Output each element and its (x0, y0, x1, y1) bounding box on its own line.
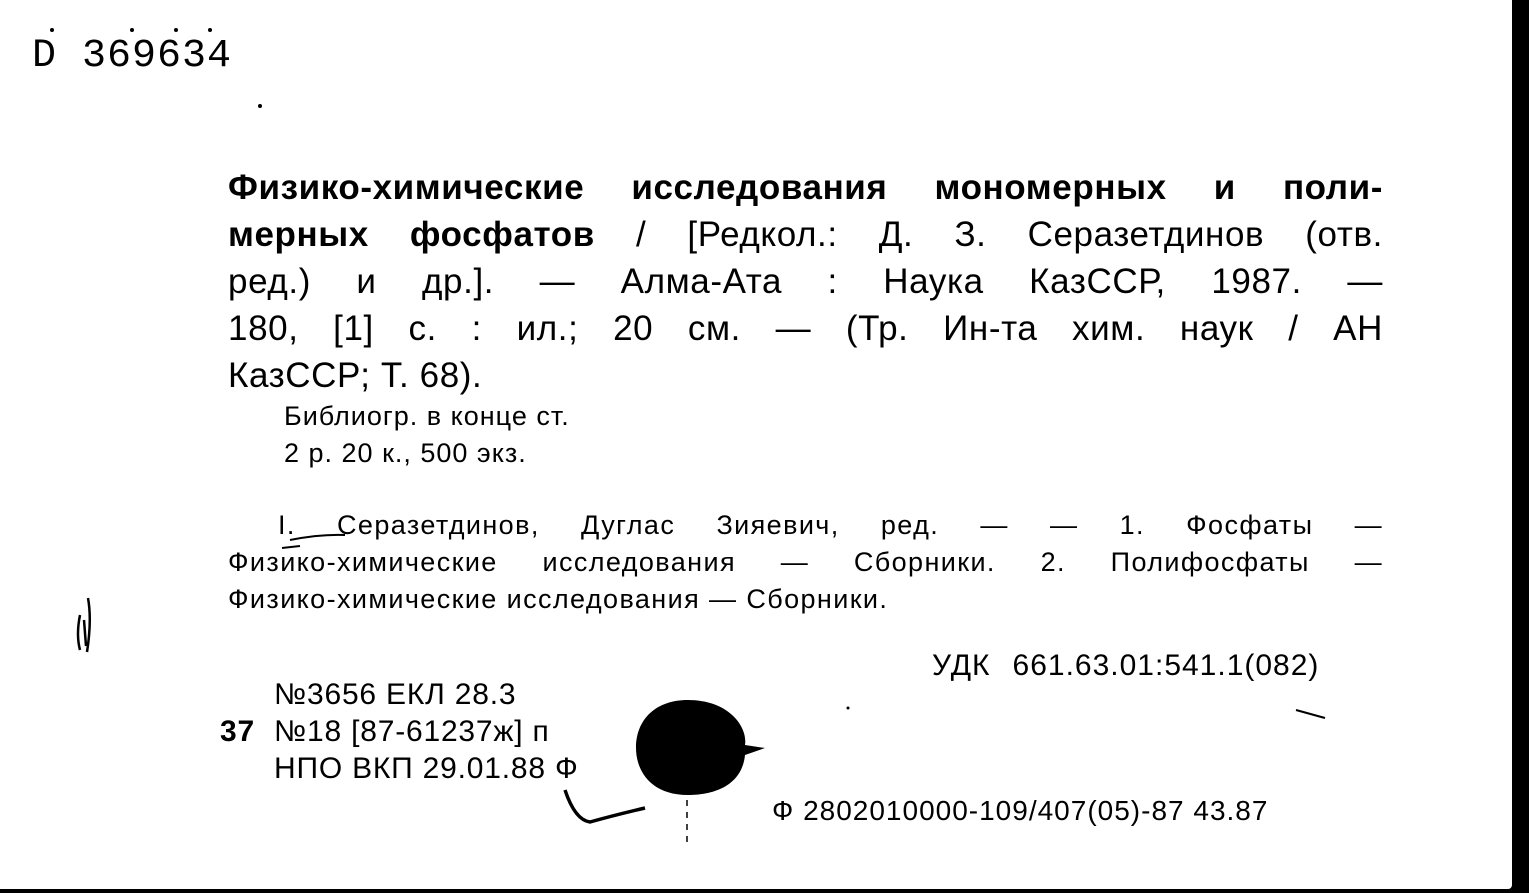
entry-text: ред.) и др.]. — Алма-Ата : Наука КазССР, 1987. — (228, 262, 1383, 301)
udk-classification (932, 649, 1319, 683)
accession-line-2: №18 [87-61237ж] п (274, 715, 550, 748)
tracing-line: Физико-химические исследования — Сборники. 2. Полифосфаты — (228, 547, 1383, 577)
entry-text: / [Редкол.: Д. З. Серазетдинов (отв. (594, 215, 1384, 254)
tracing-line: Физико-химические исследования — Сборники. (228, 584, 889, 614)
price-run-note: 2 р. 20 к., 500 экз. (284, 438, 527, 468)
udk-value: 661.63.01:541.1(082) (1012, 649, 1320, 682)
entry-title-part: мерных фосфатов (228, 215, 595, 254)
entry-line (228, 258, 1383, 305)
entry-title-part: Физико-химические исследования мономерных и поли- (228, 168, 1383, 207)
entry-line (228, 164, 1383, 211)
entry-line (228, 352, 1383, 399)
accession-line-3: НПО ВКП 29.01.88 Ф (274, 752, 579, 785)
tracings (228, 507, 1383, 618)
price-code: Ф 2802010000-109/407(05)-87 43.87 (772, 795, 1269, 826)
udk-label: УДК (932, 649, 991, 682)
call-number: D 369634 (32, 34, 233, 79)
notes (284, 398, 570, 472)
bibliography-note: Библиогр. в конце ст. (284, 401, 570, 431)
entry-line (228, 305, 1383, 352)
accession-prefix: 37 (220, 715, 255, 748)
tracing-line: I. Серазетдинов, Дуглас Зияевич, ред. — — 1. Фосфаты — (278, 510, 1383, 540)
entry-text: КазССР; Т. 68). (228, 356, 483, 395)
scan-edge-right (1512, 0, 1529, 893)
scan-edge-bottom (0, 889, 1529, 893)
entry-line (228, 211, 1383, 258)
bibliographic-entry (228, 164, 1383, 399)
entry-text: 180, [1] с. : ил.; 20 см. — (Тр. Ин-та хим. наук / АН (228, 309, 1383, 348)
accession-line-1: №3656 ЕКЛ 28.3 (274, 678, 517, 711)
